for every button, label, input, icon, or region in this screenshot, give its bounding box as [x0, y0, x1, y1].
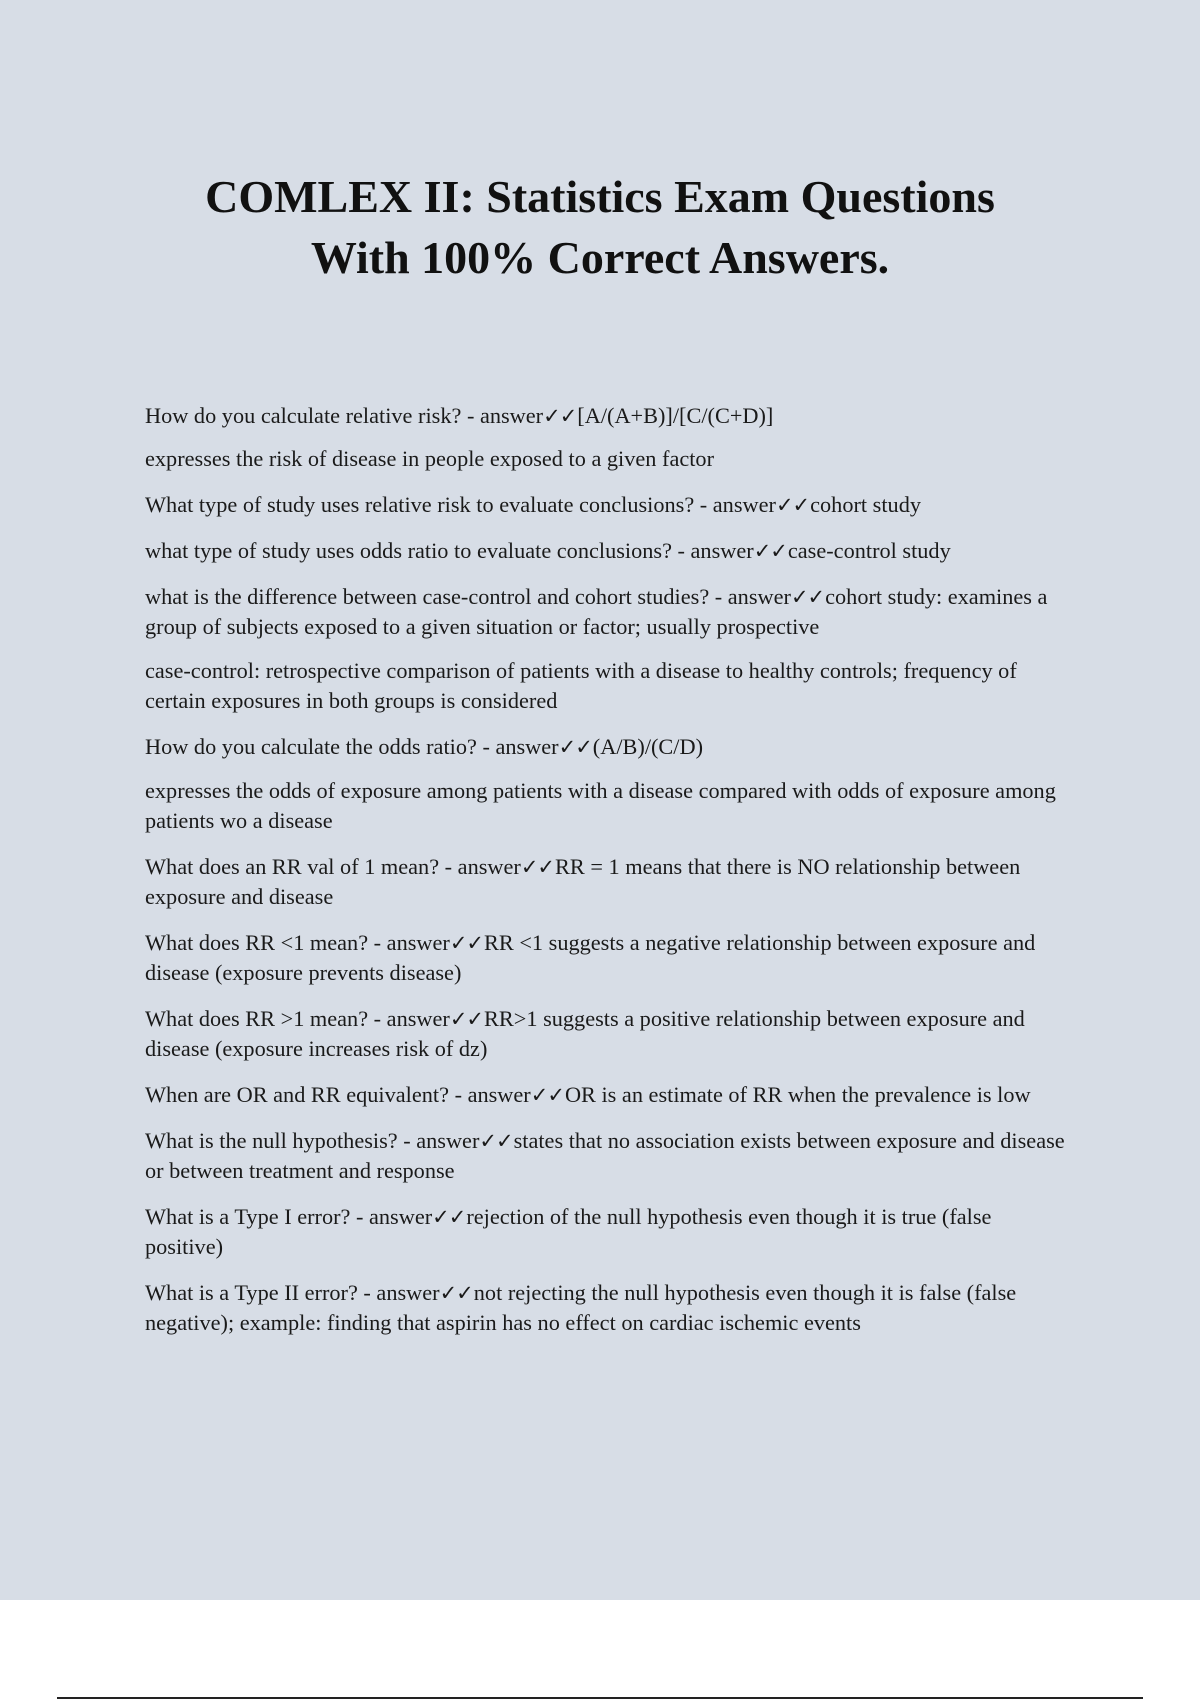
question-text: What does RR >1 mean? - answer: [145, 1006, 450, 1031]
answer-text: RR <1 suggests a negative relationship between exposure and disease (exposure prevents disease): [145, 930, 1036, 985]
answer-text: case-control study: [787, 538, 951, 563]
question-text: What does an RR val of 1 mean? - answer: [145, 854, 521, 879]
qa-item: [145, 1080, 1075, 1110]
checkmark-icon: ✓✓: [753, 539, 787, 563]
qa-item: [145, 1202, 1075, 1262]
qa-list: [145, 385, 1075, 1338]
answer-text: RR>1 suggests a positive relationship between exposure and disease (exposure increases risk of dz): [145, 1006, 1025, 1061]
qa-item: [145, 852, 1075, 912]
qa-item: [145, 1126, 1075, 1186]
checkmark-icon: ✓✓: [558, 735, 592, 759]
answer-text: cohort study: examines a group of subjects exposed to a given situation or factor; usually prospective: [145, 584, 1048, 639]
answer-text: states that no association exists between exposure and disease or between treatment and response: [145, 1128, 1065, 1183]
qa-item: [145, 401, 1075, 431]
checkmark-icon: ✓✓: [790, 585, 825, 609]
answer-text: [A/(A+B)]/[C/(C+D)]: [577, 403, 774, 428]
explanation-text: expresses the risk of disease in people exposed to a given factor: [145, 446, 715, 471]
qa-item: [145, 1004, 1075, 1064]
explanation-text: case-control: retrospective comparison of patients with a disease to healthy controls; frequency of certain exposures in both groups is considered: [145, 658, 1017, 713]
question-text: what is the difference between case-control and cohort studies? - answer: [145, 584, 791, 609]
question-text: what type of study uses odds ratio to evaluate conclusions? - answer: [145, 538, 754, 563]
question-text: What does RR <1 mean? - answer: [145, 930, 450, 955]
qa-item: [145, 1278, 1075, 1338]
explanation-text: expresses the odds of exposure among patients with a disease compared with odds of exposure among patients wo a disease: [145, 778, 1056, 833]
checkmark-icon: ✓✓: [449, 1007, 484, 1031]
qa-item: [145, 582, 1075, 642]
qa-item: [145, 536, 1075, 566]
question-text: What is a Type II error? - answer: [145, 1280, 440, 1305]
answer-text: (A/B)/(C/D): [592, 734, 704, 759]
question-text: What is a Type I error? - answer: [145, 1204, 433, 1229]
question-text: When are OR and RR equivalent? - answer: [145, 1082, 531, 1107]
checkmark-icon: ✓✓: [543, 404, 577, 428]
checkmark-icon: ✓✓: [432, 1205, 466, 1229]
checkmark-icon: ✓✓: [479, 1129, 513, 1153]
checkmark-icon: ✓✓: [449, 931, 484, 955]
answer-text: cohort study: [810, 492, 921, 517]
checkmark-icon: ✓✓: [520, 855, 555, 879]
qa-item: [145, 490, 1075, 520]
checkmark-icon: ✓✓: [439, 1281, 473, 1305]
checkmark-icon: ✓✓: [775, 493, 810, 517]
answer-text: RR = 1 means that there is NO relationship between exposure and disease: [145, 854, 1021, 909]
answer-text: rejection of the null hypothesis even though it is true (false positive): [145, 1204, 992, 1259]
question-text: How do you calculate the odds ratio? - answer: [145, 734, 559, 759]
footer-divider: [57, 1697, 1143, 1699]
question-text: What type of study uses relative risk to evaluate conclusions? - answer: [145, 492, 776, 517]
title-line-1: COMLEX II: Statistics Exam Questions: [205, 171, 995, 222]
document-title: [0, 166, 1200, 288]
answer-text: OR is an estimate of RR when the prevalence is low: [564, 1082, 1031, 1107]
question-text: What is the null hypothesis? - answer: [145, 1128, 480, 1153]
qa-item: [145, 928, 1075, 988]
question-text: How do you calculate relative risk? - answer: [145, 403, 544, 428]
title-line-2: With 100% Correct Answers.: [310, 232, 890, 283]
qa-item: [145, 732, 1075, 762]
answer-text: not rejecting the null hypothesis even though it is false (false negative); example: finding that aspirin has no effect on cardiac ischemic events: [145, 1280, 1017, 1335]
checkmark-icon: ✓✓: [530, 1083, 564, 1107]
